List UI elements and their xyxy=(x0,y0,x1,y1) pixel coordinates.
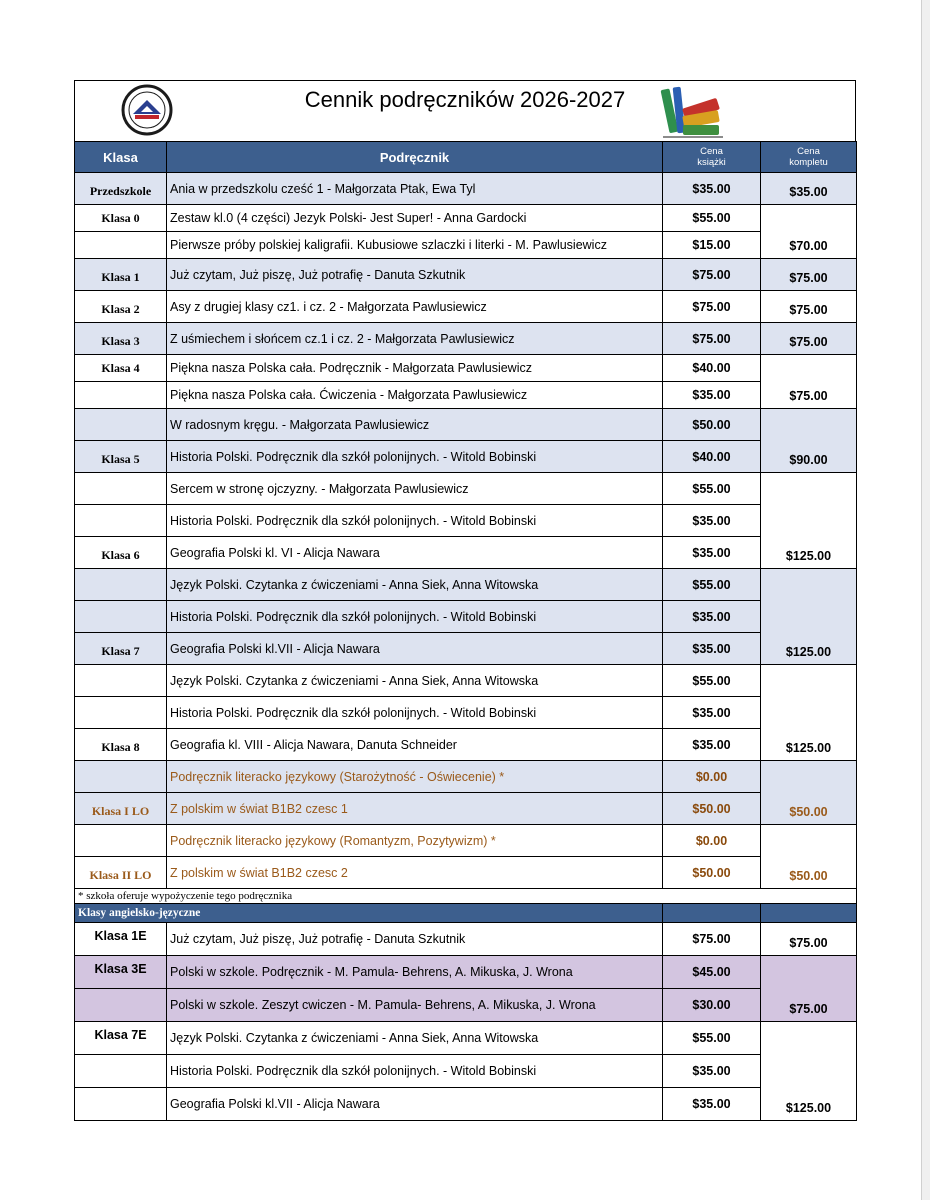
author-separator: - xyxy=(439,513,451,528)
set-price: $125.00 xyxy=(761,473,857,569)
book-author: Witold Bobinski xyxy=(450,513,537,528)
set-price: $125.00 xyxy=(761,1022,857,1121)
grade-cell xyxy=(75,697,167,729)
book-title-cell xyxy=(167,259,663,291)
table-row xyxy=(75,505,857,537)
column-header-line: książki xyxy=(697,157,726,168)
table-row xyxy=(75,259,857,291)
book-title-cell xyxy=(167,537,663,569)
book-author: Alicja Nawara xyxy=(303,641,380,656)
grade-cell: Klasa 6 xyxy=(75,537,167,569)
book-title: Historia Polski. Podręcznik dla szkół polonijnych. xyxy=(170,609,440,624)
book-price: $55.00 xyxy=(663,569,761,601)
table-row xyxy=(75,382,857,409)
books-icon xyxy=(659,83,727,139)
grade-cell: Klasa 8 xyxy=(75,729,167,761)
set-price: $75.00 xyxy=(761,323,857,355)
author-separator: - xyxy=(336,299,348,314)
grade-cell xyxy=(75,825,167,857)
book-title: Z polskim w świat B1B2 czesc 2 xyxy=(170,865,348,880)
book-price: $35.00 xyxy=(663,633,761,665)
footnote: * szkoła oferuje wypożyczenie tego podręcznika xyxy=(75,889,857,904)
book-title: Polski w szkole. Podręcznik xyxy=(170,965,324,979)
book-price: $30.00 xyxy=(663,989,761,1022)
book-price: $40.00 xyxy=(663,441,761,473)
book-author: Anna Siek, Anna Witowska xyxy=(388,673,539,688)
grade-cell: Klasa 5 xyxy=(75,441,167,473)
book-price: $35.00 xyxy=(663,537,761,569)
grade-cell xyxy=(75,382,167,409)
grade-cell xyxy=(75,665,167,697)
book-title: Pierwsze próby polskiej kaligrafii. Kubusiowe szlaczki i literki xyxy=(170,238,505,252)
set-price: $90.00 xyxy=(761,409,857,473)
author-separator: - xyxy=(323,181,335,196)
book-price: $55.00 xyxy=(663,473,761,505)
author-separator: - xyxy=(376,388,388,402)
author-separator: - xyxy=(323,965,335,979)
book-price: $50.00 xyxy=(663,409,761,441)
book-title-cell xyxy=(167,793,663,825)
table-row xyxy=(75,205,857,232)
grade-cell xyxy=(75,569,167,601)
grade-cell: Klasa 7E xyxy=(75,1022,167,1055)
table-header-row xyxy=(75,142,857,173)
grade-cell xyxy=(75,232,167,259)
book-price: $35.00 xyxy=(663,697,761,729)
book-price: $0.00 xyxy=(663,825,761,857)
grade-cell xyxy=(75,1055,167,1088)
author-separator: - xyxy=(317,481,329,496)
book-title: Historia Polski. Podręcznik dla szkół polonijnych. xyxy=(170,1064,440,1078)
book-price: $35.00 xyxy=(663,1088,761,1121)
price-list-sheet xyxy=(74,80,856,1121)
grade-cell xyxy=(75,989,167,1022)
book-title-cell xyxy=(167,956,663,989)
grade-cell: Przedszkole xyxy=(75,173,167,205)
table-row xyxy=(75,665,857,697)
book-title: Piękna nasza Polska cała. Podręcznik xyxy=(170,361,382,375)
author-separator: - xyxy=(363,932,375,946)
author-separator: - xyxy=(296,641,304,656)
book-title: Ania w przedszkolu cześć 1 xyxy=(170,181,324,196)
set-price: $125.00 xyxy=(761,665,857,761)
book-title-cell xyxy=(167,825,663,857)
book-price: $50.00 xyxy=(663,857,761,889)
grade-cell xyxy=(75,601,167,633)
table-row xyxy=(75,441,857,473)
grade-cell: Klasa 4 xyxy=(75,355,167,382)
table-row xyxy=(75,956,857,989)
author-separator: - xyxy=(378,673,389,688)
book-price: $35.00 xyxy=(663,505,761,537)
book-author: Witold Bobinski xyxy=(450,1064,537,1078)
author-separator: - xyxy=(439,1064,451,1078)
book-price: $35.00 xyxy=(663,382,761,409)
set-price: $75.00 xyxy=(761,291,857,323)
book-title-cell xyxy=(167,323,663,355)
book-title: Geografia Polski kl.VII xyxy=(170,641,297,656)
book-price: $35.00 xyxy=(663,1055,761,1088)
table-row xyxy=(75,601,857,633)
book-author: Witold Bobinski xyxy=(450,609,537,624)
book-author: Małgorzata Pawlusiewicz xyxy=(387,388,528,402)
table-row xyxy=(75,633,857,665)
set-price: $75.00 xyxy=(761,259,857,291)
book-author: Alicja Nawara xyxy=(303,1097,380,1111)
book-price: $55.00 xyxy=(663,205,761,232)
book-price: $35.00 xyxy=(663,729,761,761)
book-author: Witold Bobinski xyxy=(450,449,537,464)
book-title-cell xyxy=(167,665,663,697)
grade-cell xyxy=(75,409,167,441)
set-price: $50.00 xyxy=(761,825,857,889)
book-price: $75.00 xyxy=(663,923,761,956)
book-title-cell xyxy=(167,633,663,665)
author-separator: - xyxy=(296,1097,304,1111)
price-table xyxy=(74,141,857,1121)
page-title: Cennik podręczników 2026-2027 xyxy=(304,87,626,112)
column-header-cena-ksiazki xyxy=(663,142,761,173)
book-title: Zestaw kl.0 (4 części) Jezyk Polski- Jest Super! xyxy=(170,211,434,225)
grade-cell: Klasa 1E xyxy=(75,923,167,956)
table-row xyxy=(75,989,857,1022)
column-header-klasa: Klasa xyxy=(75,142,167,173)
book-author: Małgorzata Pawlusiewicz xyxy=(289,417,430,432)
book-price: $45.00 xyxy=(663,956,761,989)
book-title-cell xyxy=(167,923,663,956)
book-title-cell xyxy=(167,601,663,633)
table-row xyxy=(75,569,857,601)
book-price: $0.00 xyxy=(663,761,761,793)
grade-cell: Klasa 0 xyxy=(75,205,167,232)
book-title: Sercem w stronę ojczyzny. xyxy=(170,481,318,496)
grade-cell xyxy=(75,1088,167,1121)
book-title-cell xyxy=(167,1022,663,1055)
footnote-row xyxy=(75,889,857,904)
table-row xyxy=(75,729,857,761)
column-header-podrecznik: Podręcznik xyxy=(167,142,663,173)
section-header-row xyxy=(75,904,857,923)
book-author: Małgorzata Pawlusiewicz xyxy=(328,481,469,496)
table-row xyxy=(75,761,857,793)
book-author: Danuta Szkutnik xyxy=(374,267,466,282)
author-separator: - xyxy=(378,1031,389,1045)
book-title-cell xyxy=(167,355,663,382)
book-author: Anna Siek, Anna Witowska xyxy=(388,1031,539,1045)
author-separator: - xyxy=(378,577,389,592)
author-separator: - xyxy=(439,449,451,464)
column-header-cena-kompletu xyxy=(761,142,857,173)
book-title: Już czytam, Już piszę, Już potrafię xyxy=(170,267,364,282)
author-separator: - xyxy=(439,705,451,720)
author-separator: - xyxy=(278,417,290,432)
book-title-cell xyxy=(167,505,663,537)
book-title-cell xyxy=(167,697,663,729)
book-author: Witold Bobinski xyxy=(450,705,537,720)
book-price: $75.00 xyxy=(663,323,761,355)
author-separator: - xyxy=(504,238,516,252)
book-title: Z polskim w świat B1B2 czesc 1 xyxy=(170,801,348,816)
book-author: Alicja Nawara, Danuta Schneider xyxy=(273,737,457,752)
set-price: $75.00 xyxy=(761,956,857,1022)
book-author: M. Pamula- Behrens, A. Mikuska, J. Wrona xyxy=(357,998,596,1012)
book-title-cell xyxy=(167,569,663,601)
grade-cell: Klasa 3 xyxy=(75,323,167,355)
book-title-cell xyxy=(167,857,663,889)
table-row xyxy=(75,409,857,441)
set-price: $75.00 xyxy=(761,923,857,956)
book-title: Podręcznik literacko językowy (Starożytność - Oświecenie) * xyxy=(170,769,505,784)
book-title: Polski w szkole. Zeszyt cwiczen xyxy=(170,998,347,1012)
book-author: M. Pawlusiewicz xyxy=(515,238,607,252)
column-header-line: Cena xyxy=(700,146,723,157)
book-price: $75.00 xyxy=(663,291,761,323)
book-title: Język Polski. Czytanka z ćwiczeniami xyxy=(170,577,379,592)
set-price: $125.00 xyxy=(761,569,857,665)
grade-cell xyxy=(75,761,167,793)
book-price: $40.00 xyxy=(663,355,761,382)
set-price: $70.00 xyxy=(761,205,857,259)
set-price: $35.00 xyxy=(761,173,857,205)
author-separator: - xyxy=(263,737,274,752)
book-title-cell xyxy=(167,232,663,259)
book-title: W radosnym kręgu. xyxy=(170,417,279,432)
grade-cell: Klasa 3E xyxy=(75,956,167,989)
grade-cell: Klasa 1 xyxy=(75,259,167,291)
book-author: Alicja Nawara xyxy=(303,545,380,560)
table-row xyxy=(75,793,857,825)
book-price: $15.00 xyxy=(663,232,761,259)
book-title: Geografia kl. VIII xyxy=(170,737,264,752)
table-row xyxy=(75,1022,857,1055)
table-row xyxy=(75,1055,857,1088)
section-title: Klasy angielsko-języczne xyxy=(75,904,663,923)
price-list-header xyxy=(74,80,856,141)
table-row xyxy=(75,697,857,729)
grade-cell: Klasa 7 xyxy=(75,633,167,665)
book-author: Małgorzata Ptak, Ewa Tyl xyxy=(334,181,476,196)
book-title: Geografia Polski kl. VI xyxy=(170,545,293,560)
table-row xyxy=(75,355,857,382)
author-separator: - xyxy=(363,331,375,346)
table-row xyxy=(75,291,857,323)
grade-cell xyxy=(75,473,167,505)
page-edge xyxy=(921,0,930,1200)
author-separator: - xyxy=(381,361,393,375)
book-title-cell xyxy=(167,173,663,205)
book-title: Historia Polski. Podręcznik dla szkół polonijnych. xyxy=(170,513,440,528)
book-title-cell xyxy=(167,409,663,441)
table-row xyxy=(75,825,857,857)
author-separator: - xyxy=(439,609,451,624)
grade-cell: Klasa 2 xyxy=(75,291,167,323)
book-title-cell xyxy=(167,291,663,323)
book-title: Asy z drugiej klasy cz1. i cz. 2 xyxy=(170,299,337,314)
table-row xyxy=(75,537,857,569)
book-title-cell xyxy=(167,1055,663,1088)
grade-cell: Klasa I LO xyxy=(75,793,167,825)
book-title: Język Polski. Czytanka z ćwiczeniami xyxy=(170,1031,379,1045)
book-price: $50.00 xyxy=(663,793,761,825)
book-price: $55.00 xyxy=(663,665,761,697)
book-title-cell xyxy=(167,205,663,232)
book-price: $35.00 xyxy=(663,601,761,633)
book-title-cell xyxy=(167,441,663,473)
book-price: $75.00 xyxy=(663,259,761,291)
book-title: Geografia Polski kl.VII xyxy=(170,1097,297,1111)
column-header-line: Cena xyxy=(797,146,820,157)
set-price: $50.00 xyxy=(761,761,857,825)
set-price: $75.00 xyxy=(761,355,857,409)
book-price: $35.00 xyxy=(663,173,761,205)
section-spacer xyxy=(663,904,761,923)
book-title-cell xyxy=(167,989,663,1022)
author-separator: - xyxy=(346,998,358,1012)
book-author: Anna Gardocki xyxy=(443,211,527,225)
book-author: Małgorzata Pawlusiewicz xyxy=(374,331,515,346)
table-row xyxy=(75,323,857,355)
author-separator: - xyxy=(433,211,444,225)
book-title: Język Polski. Czytanka z ćwiczeniami xyxy=(170,673,379,688)
book-title: Piękna nasza Polska cała. Ćwiczenia xyxy=(170,388,377,402)
grade-cell xyxy=(75,505,167,537)
book-price: $55.00 xyxy=(663,1022,761,1055)
table-row xyxy=(75,923,857,956)
book-author: Anna Siek, Anna Witowska xyxy=(388,577,539,592)
column-header-line: kompletu xyxy=(789,157,828,168)
book-title-cell xyxy=(167,1088,663,1121)
book-title-cell xyxy=(167,382,663,409)
book-author: Małgorzata Pawlusiewicz xyxy=(392,361,532,375)
table-row xyxy=(75,173,857,205)
table-row xyxy=(75,857,857,889)
section-spacer xyxy=(761,904,857,923)
book-title: Historia Polski. Podręcznik dla szkół polonijnych. xyxy=(170,705,440,720)
table-row xyxy=(75,473,857,505)
table-row xyxy=(75,232,857,259)
book-title: Już czytam, Już piszę, Już potrafię xyxy=(170,932,364,946)
book-title: Podręcznik literacko językowy (Romantyzm, Pozytywizm) * xyxy=(170,833,496,848)
author-separator: - xyxy=(363,267,375,282)
book-title: Historia Polski. Podręcznik dla szkół polonijnych. xyxy=(170,449,440,464)
book-author: M. Pamula- Behrens, A. Mikuska, J. Wrona xyxy=(334,965,573,979)
book-title-cell xyxy=(167,761,663,793)
book-author: Małgorzata Pawlusiewicz xyxy=(347,299,487,314)
grade-cell: Klasa II LO xyxy=(75,857,167,889)
book-title-cell xyxy=(167,729,663,761)
book-title: Z uśmiechem i słońcem cz.1 i cz. 2 xyxy=(170,331,364,346)
book-title-cell xyxy=(167,473,663,505)
book-author: Danuta Szkutnik xyxy=(374,932,466,946)
table-row xyxy=(75,1088,857,1121)
author-separator: - xyxy=(292,545,304,560)
